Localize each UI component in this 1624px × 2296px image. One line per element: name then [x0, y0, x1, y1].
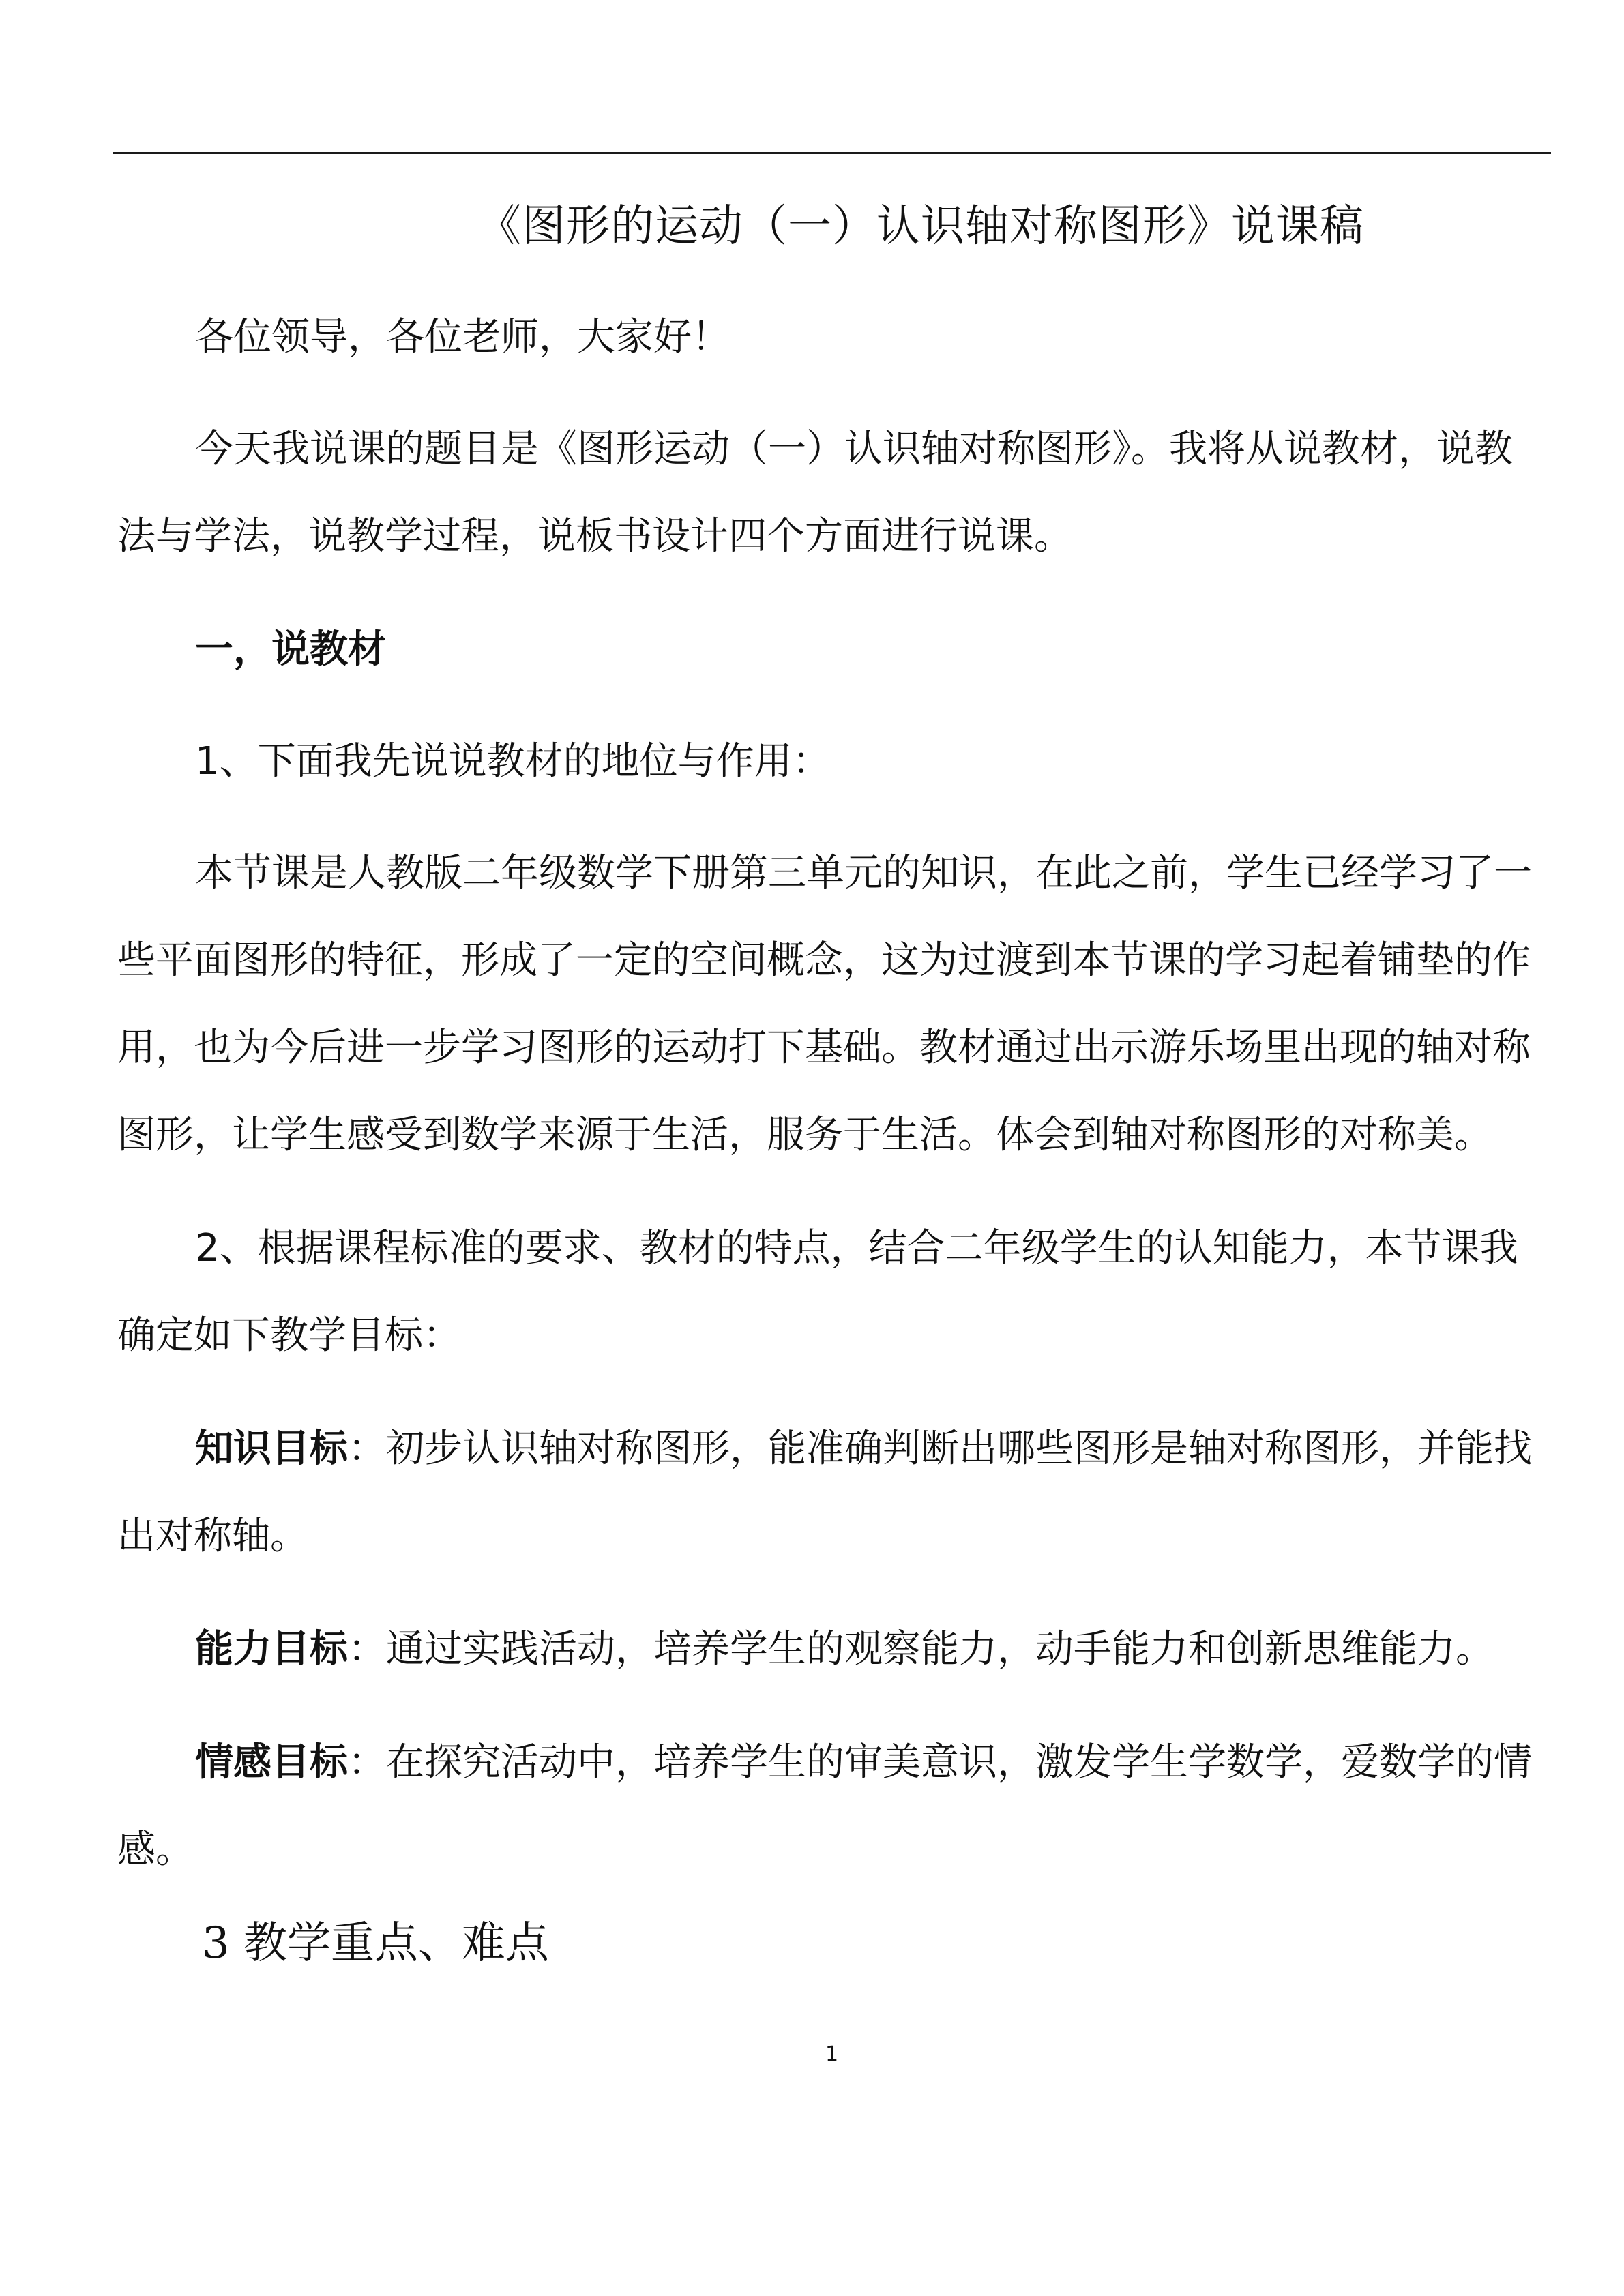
knowledge-goal-line-2: 出对称轴。 [117, 1514, 308, 1558]
ability-goal-label: 能力目标 [195, 1627, 348, 1671]
ability-goal-text: ：通过实践活动，培养学生的观察能力，动手能力和创新思维能力。 [348, 1627, 1494, 1671]
item-1-line-2: 些平面图形的特征，形成了一定的空间概念，这为过渡到本节课的学习起着铺垫的作 [117, 938, 1531, 983]
item-1-line-3: 用，也为今后进一步学习图形的运动打下基础。教材通过出示游乐场里出现的轴对称 [117, 1026, 1531, 1070]
item-1-line-4: 图形，让学生感受到数学来源于生活，服务于生活。体会到轴对称图形的对称美。 [117, 1113, 1492, 1157]
emotion-goal-text: ：在探究活动中，培养学生的审美意识，激发学生学数学，爱数学的情 [348, 1740, 1532, 1785]
page-number: 1 [825, 2042, 839, 2066]
intro-line-1: 今天我说课的题目是《图形运动（一）认识轴对称图形》。我将从说教材，说教 [195, 427, 1513, 471]
item-1-heading: 1、下面我先说说教材的地位与作用： [195, 739, 831, 784]
ability-goal [117, 1605, 1614, 1694]
document-title: 《图形的运动（一）认识轴对称图形》说课稿 [477, 201, 1364, 252]
item-1-line-1: 本节课是人教版二年级数学下册第三单元的知识，在此之前，学生已经学习了一 [195, 851, 1532, 895]
section-1-heading: 一，说教材 [195, 627, 386, 672]
item-3-heading: 3 教学重点、难点 [202, 1918, 550, 1969]
knowledge-goal-label: 知识目标 [195, 1427, 348, 1471]
greeting: 各位领导，各位老师，大家好！ [195, 315, 730, 359]
emotion-goal-line-1 [117, 1718, 1614, 1807]
knowledge-goal-text: ：初步认识轴对称图形，能准确判断出哪些图形是轴对称图形，并能找 [348, 1427, 1532, 1471]
emotion-goal-label: 情感目标 [195, 1740, 348, 1785]
emotion-goal-line-2: 感。 [117, 1828, 194, 1872]
item-2-line-2: 确定如下教学目标： [117, 1313, 461, 1358]
intro-line-2: 法与学法，说教学过程，说板书设计四个方面进行说课。 [117, 514, 1072, 558]
header-rule [113, 152, 1551, 154]
knowledge-goal-line-1 [117, 1405, 1614, 1493]
item-2-line-1: 2、根据课程标准的要求、教材的特点，结合二年级学生的认知能力，本节课我 [195, 1226, 1518, 1270]
